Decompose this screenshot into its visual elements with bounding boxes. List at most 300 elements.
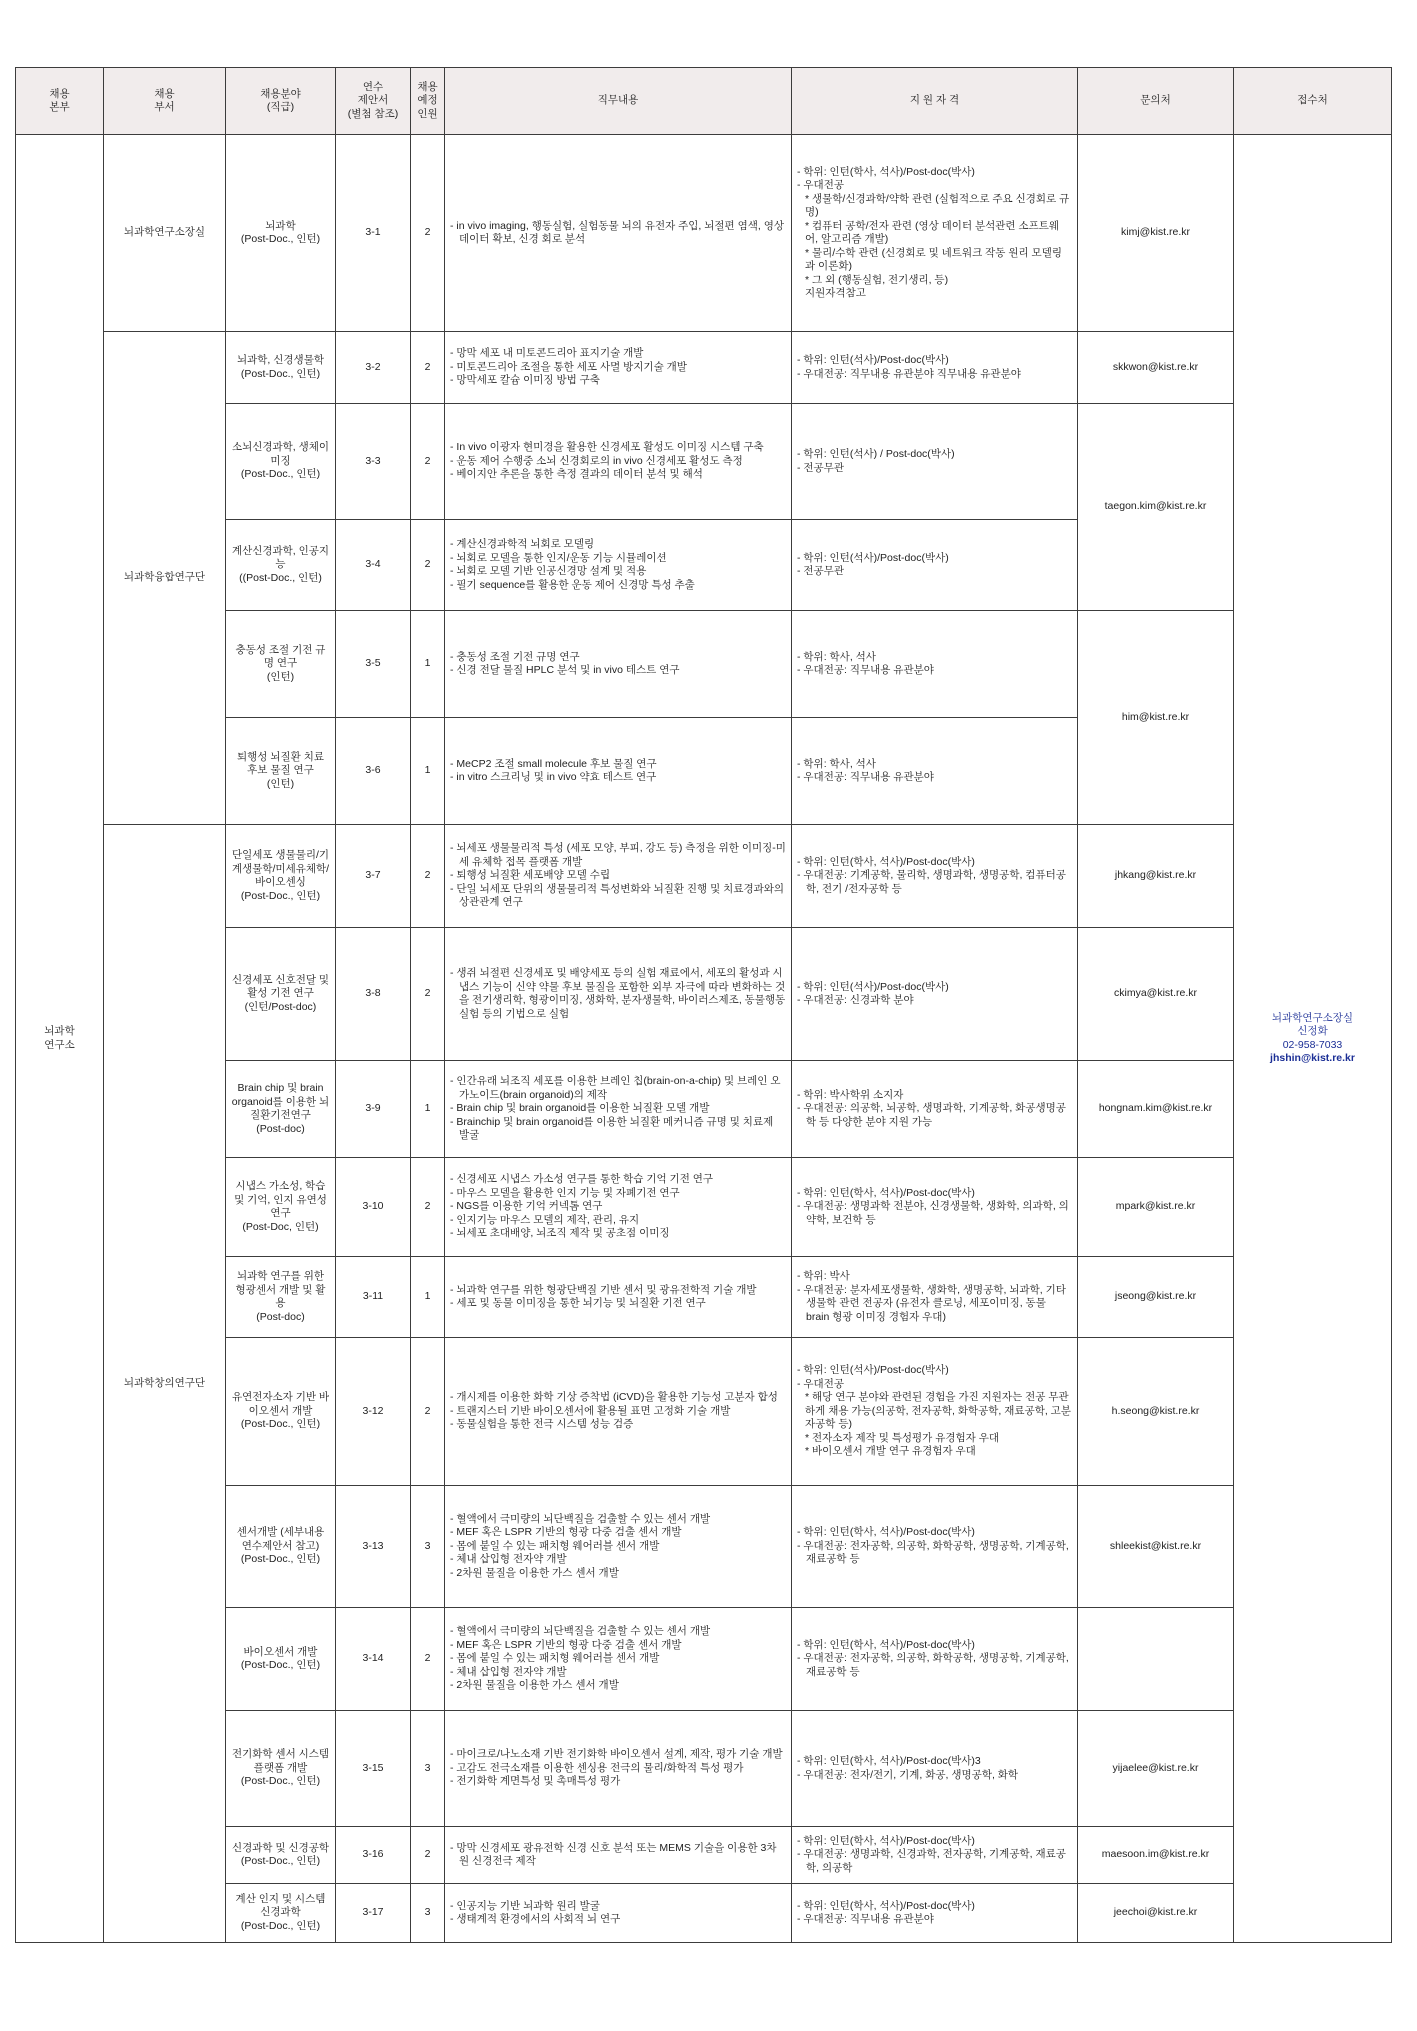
headcount-cell [411, 1884, 445, 1943]
headcount-cell [411, 718, 445, 825]
headcount-cell [411, 1486, 445, 1608]
headcount-cell [411, 1711, 445, 1827]
duty-item: - 체내 삽입형 전자약 개발 [450, 1553, 567, 1566]
qualification-item: - 우대전공 [797, 1377, 844, 1390]
qualifications-cell [792, 1711, 1078, 1827]
qualification-item: - 우대전공: 분자세포생물학, 생화학, 생명공학, 뇌과학, 기타 생물학 관련 전공자 (유전자 클로닝, 세포이미징, 동물 brain 형광 이미징 경험자 우대) [797, 1283, 1066, 1323]
duty-item: - 2차원 물질을 이용한 가스 센서 개발 [450, 1566, 619, 1579]
contact-cell [1078, 1158, 1234, 1257]
field-rank: (인턴) [266, 670, 295, 683]
duty-item: - 뇌세포 초대배양, 뇌조직 제작 및 공초점 이미징 [450, 1227, 670, 1240]
duty-item: - 계산신경과학적 뇌회로 모델링 [450, 538, 595, 550]
reception-name: 신정화 [1297, 1025, 1328, 1037]
contact-email: mpark@kist.re.kr [1115, 1200, 1196, 1213]
headcount-value: 2 [424, 454, 431, 467]
duty-item: - MEF 혹은 LSPR 기반의 형광 다중 검출 센서 개발 [450, 1526, 682, 1539]
duties-cell [445, 1338, 792, 1486]
duty-item: - 고감도 전극소재를 이용한 센싱용 전극의 물리/화학적 특성 평가 [450, 1761, 744, 1774]
field-name: 충동성 조절 기전 규명 연구 [235, 643, 326, 670]
qualifications-cell [792, 718, 1078, 825]
qualifications-cell [792, 1158, 1078, 1257]
headcount-value: 2 [424, 1848, 431, 1861]
proposal-code: 3-8 [365, 987, 381, 1000]
qualification-item: - 우대전공: 전자공학, 의공학, 화학공학, 생명공학, 기계공학, 재료공학 등 [797, 1652, 1069, 1678]
position-row [16, 332, 1392, 404]
contact-email: h.seong@kist.re.kr [1111, 1404, 1200, 1417]
headcount-value: 2 [424, 558, 431, 571]
qualification-item: 지원자격참고 [805, 287, 866, 299]
field-cell [226, 135, 336, 332]
qualification-item: - 학위: 인턴(학사, 석사)/Post-doc(박사) [797, 1638, 975, 1651]
proposal-cell [336, 404, 411, 520]
department-name: 뇌과학창의연구단 [123, 1376, 206, 1389]
duty-item: - 생태계적 환경에서의 사회적 뇌 연구 [450, 1913, 621, 1925]
duty-item: - 동물실험을 통한 전극 시스템 성능 검증 [450, 1418, 634, 1431]
duty-item: - 인간유래 뇌조직 세포를 이용한 브레인 칩(brain-on-a-chip) 및 브레인 오가노이드(brain organoid)의 제작 [450, 1075, 781, 1101]
duties-cell [445, 1827, 792, 1884]
duties-cell [445, 718, 792, 825]
department-cell [104, 135, 226, 332]
header-row [16, 68, 1392, 135]
headcount-cell [411, 1338, 445, 1486]
contact-email: shleekist@kist.re.kr [1109, 1539, 1202, 1552]
proposal-code: 3-7 [365, 869, 381, 882]
headcount-value: 1 [424, 764, 431, 777]
proposal-code: 3-3 [365, 454, 381, 467]
contact-email: jseong@kist.re.kr [1114, 1290, 1197, 1303]
duty-item: - 단일 뇌세포 단위의 생물물리적 특성변화와 뇌질환 진행 및 치료경과와의 상관관계 연구 [450, 882, 785, 909]
duty-item: - 베이지안 추론을 통한 측정 결과의 데이터 분석 및 해석 [450, 468, 703, 481]
header-division: 채용 본부 [16, 68, 104, 135]
contact-email: jhkang@kist.re.kr [1114, 869, 1197, 882]
headcount-cell [411, 520, 445, 611]
proposal-code: 3-11 [362, 1290, 384, 1303]
qualifications-cell [792, 1338, 1078, 1486]
qualification-item: - 학위: 인턴(석사)/Post-doc(박사) [797, 1364, 949, 1377]
field-name: 소뇌신경과학, 생체이미징 [231, 441, 330, 467]
field-rank: (Post-doc) [256, 1310, 305, 1323]
contact-cell [1078, 1827, 1234, 1884]
duty-item: - 망막 신경세포 광유전학 신경 신호 분석 또는 MEMS 기술을 이용한 3차원 신경전극 제작 [450, 1841, 777, 1867]
proposal-code: 3-16 [362, 1848, 384, 1861]
field-rank: (인턴/Post-doc) [244, 1000, 317, 1013]
duty-item: - 신경 전달 물질 HPLC 분석 및 in vivo 테스트 연구 [450, 664, 680, 676]
contact-cell [1078, 332, 1234, 404]
duty-item: - MEF 혹은 LSPR 기반의 형광 다중 검출 센서 개발 [450, 1638, 682, 1651]
duties-cell [445, 404, 792, 520]
contact-email: ckimya@kist.re.kr [1114, 987, 1197, 1000]
headcount-cell [411, 404, 445, 520]
headcount-value: 1 [424, 1290, 431, 1303]
qualification-item: - 전공무관 [797, 565, 844, 577]
field-rank: (Post-doc) [256, 1122, 305, 1135]
contact-cell [1078, 1486, 1234, 1608]
duty-item: - 필기 sequence를 활용한 운동 제어 신경망 특성 추출 [450, 578, 695, 591]
field-name: 바이오센서 개발 [243, 1645, 318, 1658]
proposal-cell [336, 1061, 411, 1158]
header-reception: 접수처 [1234, 68, 1392, 135]
headcount-cell [411, 825, 445, 928]
qualification-item: - 우대전공: 직무내용 유관분야 직무내용 유관분야 [797, 367, 1021, 380]
field-name: 전기화학 센서 시스템 플랫폼 개발 [231, 1748, 330, 1774]
qualification-item: * 해당 연구 분야와 관련된 경험을 가진 지원자는 전공 무관하게 채용 가능(의공학, 전자공학, 화학공학, 재료공학, 고분자공학 등) [805, 1391, 1071, 1431]
field-cell [226, 404, 336, 520]
qualification-item: * 바이오센서 개발 연구 유경험자 우대 [805, 1445, 976, 1458]
qualification-item: - 우대전공: 직무내용 유관분야 [797, 1913, 934, 1925]
contact-cell [1078, 1884, 1234, 1943]
field-cell [226, 718, 336, 825]
contact-cell [1078, 1061, 1234, 1158]
duty-item: - 마이크로/나노소재 기반 전기화학 바이오센서 설계, 제작, 평가 기술 개발 [450, 1748, 783, 1761]
headcount-value: 3 [424, 1761, 431, 1774]
qualifications-cell [792, 332, 1078, 404]
duties-cell [445, 520, 792, 611]
field-name: 신경세포 신호전달 및 활성 기전 연구 [231, 973, 330, 1000]
headcount-value: 2 [424, 987, 431, 1000]
field-rank: (Post-Doc., 인턴) [240, 1418, 321, 1431]
field-cell [226, 332, 336, 404]
contact-email: him@kist.re.kr [1121, 710, 1190, 723]
qualifications-cell [792, 825, 1078, 928]
qualification-item: - 학위: 인턴(석사)/Post-doc(박사) [797, 551, 949, 564]
qualification-item: - 학위: 인턴(석사)/Post-doc(박사) [797, 980, 949, 993]
header-field: 채용분야 (직급) [226, 68, 336, 135]
headcount-value: 3 [424, 1539, 431, 1552]
header-department: 채용 부서 [104, 68, 226, 135]
duty-item: - 혈액에서 극미량의 뇌단백질을 검출할 수 있는 센서 개발 [450, 1512, 711, 1525]
proposal-code: 3-12 [362, 1404, 384, 1417]
qualification-item: * 그 외 (행동실험, 전기생리, 등) [805, 273, 949, 286]
duties-cell [445, 1884, 792, 1943]
headcount-cell [411, 1158, 445, 1257]
duty-item: - Brain chip 및 brain organoid를 이용한 뇌질환 모델 개발 [450, 1102, 710, 1115]
field-rank: (인턴) [266, 777, 295, 790]
qualification-item: - 학위: 인턴(학사, 석사)/Post-doc(박사) [797, 1834, 975, 1847]
qualification-item: - 학위: 학사, 석사 [797, 757, 876, 770]
duty-item: - 퇴행성 뇌질환 세포배양 모델 수립 [450, 869, 611, 882]
duty-item: - 뇌과학 연구를 위한 형광단백질 기반 센서 및 광유전학적 기술 개발 [450, 1283, 757, 1296]
headcount-cell [411, 1827, 445, 1884]
department-name: 뇌과학융합연구단 [123, 571, 206, 584]
header-proposal: 연수 제안서 (별첨 참조) [336, 68, 411, 135]
proposal-cell [336, 332, 411, 404]
headcount-value: 2 [424, 1652, 431, 1665]
qualifications-cell [792, 1486, 1078, 1608]
duties-cell [445, 928, 792, 1061]
headcount-cell [411, 611, 445, 718]
field-rank: (Post-Doc, 인턴) [242, 1220, 319, 1233]
department-name: 뇌과학연구소장실 [123, 226, 206, 239]
qualifications-cell [792, 1884, 1078, 1943]
proposal-cell [336, 1338, 411, 1486]
headcount-cell [411, 332, 445, 404]
field-cell [226, 1158, 336, 1257]
proposal-cell [336, 611, 411, 718]
duty-item: - NGS를 이용한 기억 커넥톰 연구 [450, 1200, 603, 1213]
table-body [16, 135, 1392, 1943]
qualification-item: - 학위: 인턴(학사, 석사)/Post-doc(박사)3 [797, 1755, 981, 1767]
qualifications-cell [792, 1827, 1078, 1884]
qualification-item: - 학위: 박사 [797, 1270, 850, 1282]
duties-cell [445, 1257, 792, 1338]
duties-cell [445, 1608, 792, 1711]
duty-item: - 인공지능 기반 뇌과학 원리 발굴 [450, 1899, 600, 1912]
position-row [16, 135, 1392, 332]
division-cell [16, 135, 104, 1943]
duty-item: - 뇌세포 생물물리적 특성 (세포 모양, 부피, 강도 등) 측정을 위한 이미징-미세 유체학 접목 플랫폼 개발 [450, 842, 786, 868]
qualifications-cell [792, 1061, 1078, 1158]
proposal-code: 3-5 [365, 657, 381, 670]
duty-item: - 몸에 붙일 수 있는 패치형 웨어러블 센서 개발 [450, 1652, 660, 1665]
duty-item: - 신경세포 시냅스 가소성 연구를 통한 학습 기억 기전 연구 [450, 1173, 714, 1186]
field-cell [226, 1061, 336, 1158]
field-cell [226, 1257, 336, 1338]
duty-item: - 충동성 조절 기전 규명 연구 [450, 650, 580, 663]
qualification-item: - 학위: 인턴(학사, 석사)/Post-doc(박사) [797, 1526, 975, 1539]
proposal-cell [336, 135, 411, 332]
headcount-value: 1 [424, 1102, 431, 1115]
proposal-code: 3-10 [362, 1200, 384, 1213]
qualifications-cell [792, 1608, 1078, 1711]
field-cell [226, 1711, 336, 1827]
duties-cell [445, 825, 792, 928]
duty-item: - 망막세포 칼슘 이미징 방법 구축 [450, 374, 600, 387]
qualifications-cell [792, 520, 1078, 611]
reception-phone: 02-958-7033 [1282, 1038, 1343, 1051]
field-cell [226, 825, 336, 928]
qualification-item: - 우대전공: 의공학, 뇌공학, 생명과학, 기계공학, 화공생명공학 등 다양한 분야 지원 가능 [797, 1102, 1066, 1128]
qualification-item: * 전자소자 제작 및 특성평가 유경험자 우대 [805, 1431, 1000, 1444]
qualifications-cell [792, 611, 1078, 718]
qualifications-cell [792, 928, 1078, 1061]
headcount-value: 3 [424, 1906, 431, 1919]
duty-item: - 전기화학 계면특성 및 촉매특성 평가 [450, 1775, 621, 1788]
proposal-cell [336, 1158, 411, 1257]
qualification-item: - 우대전공: 전자/전기, 기계, 화공, 생명공학, 화학 [797, 1768, 1019, 1781]
duty-item: - 망막 세포 내 미토콘드리아 표지기술 개발 [450, 347, 644, 360]
field-cell [226, 611, 336, 718]
contact-cell [1078, 825, 1234, 928]
headcount-value: 2 [424, 360, 431, 373]
duty-item: - 2차원 물질을 이용한 가스 센서 개발 [450, 1679, 619, 1692]
duty-item: - 개시제를 이용한 화학 기상 증착법 (iCVD)을 활용한 기능성 고분자 합성 [450, 1391, 778, 1404]
proposal-cell [336, 1884, 411, 1943]
contact-email: yijaelee@kist.re.kr [1112, 1761, 1199, 1774]
proposal-code: 3-6 [365, 764, 381, 777]
division-label: 뇌과학 연구소 [44, 1025, 75, 1051]
duties-cell [445, 332, 792, 404]
header-headcount: 채용 예정 인원 [411, 68, 445, 135]
proposal-cell [336, 825, 411, 928]
qualification-item: - 우대전공: 신경과학 분야 [797, 994, 914, 1006]
qualification-item: - 학위: 인턴(학사, 석사)/Post-doc(박사) [797, 855, 975, 868]
qualification-item: - 전공무관 [797, 461, 844, 474]
duty-item: - in vivo imaging, 행동실험, 실험동물 뇌의 유전자 주입, 뇌절편 염색, 영상 데이터 확보, 신경 회로 분석 [450, 219, 785, 245]
duties-cell [445, 135, 792, 332]
headcount-cell [411, 135, 445, 332]
headcount-value: 1 [424, 657, 431, 670]
headcount-cell [411, 928, 445, 1061]
contact-cell [1078, 135, 1234, 332]
headcount-cell [411, 1257, 445, 1338]
headcount-value: 2 [424, 1404, 431, 1417]
contact-cell [1078, 404, 1234, 611]
position-row [16, 825, 1392, 928]
contact-cell [1078, 928, 1234, 1061]
duty-item: - MeCP2 조절 small molecule 후보 물질 연구 [450, 757, 657, 770]
field-cell [226, 1608, 336, 1711]
qualification-item: * 생물학/신경과학/약학 관련 (실험적으로 주요 신경회로 규명) [805, 192, 1070, 218]
field-rank: (Post-Doc., 인턴) [240, 1919, 321, 1932]
duty-item: - 체내 삽입형 전자약 개발 [450, 1665, 567, 1678]
proposal-cell [336, 1257, 411, 1338]
field-rank: (Post-Doc., 인턴) [240, 889, 321, 902]
proposal-cell [336, 718, 411, 825]
recruitment-table [15, 67, 1392, 1943]
contact-cell [1078, 1338, 1234, 1486]
field-name: 시냅스 가소성, 학습 및 기억, 인지 유연성연구 [234, 1180, 327, 1219]
proposal-cell [336, 520, 411, 611]
field-name: 뇌과학, 신경생물학 [237, 354, 324, 366]
reception-email: jhshin@kist.re.kr [1270, 1052, 1355, 1064]
proposal-code: 3-2 [365, 360, 381, 373]
duty-item: - 뇌회로 모델 기반 인공신경망 설계 및 적용 [450, 565, 647, 577]
field-name: 센서개발 (세부내용 연수제안서 참고) [236, 1526, 325, 1552]
header-contact: 문의처 [1078, 68, 1234, 135]
table-header [16, 68, 1392, 135]
field-rank: (Post-Doc., 인턴) [240, 1659, 321, 1671]
qualification-item: - 학위: 박사학위 소지자 [797, 1088, 904, 1101]
duty-item: - 뇌회로 모델을 통한 인지/운동 기능 시뮬레이션 [450, 551, 667, 564]
duty-item: - Brainchip 및 brain organoid를 이용한 뇌질환 메커니즘 규명 및 치료제 발굴 [450, 1115, 774, 1142]
contact-email: maesoon.im@kist.re.kr [1101, 1848, 1210, 1861]
qualification-item: - 우대전공: 생명과학 전분야, 신경생물학, 생화학, 의과학, 의약학, 보건학 등 [797, 1200, 1069, 1226]
field-cell [226, 1338, 336, 1486]
field-rank: ((Post-Doc., 인턴) [239, 571, 322, 584]
qualification-item: - 학위: 학사, 석사 [797, 650, 876, 663]
proposal-cell [336, 1486, 411, 1608]
department-cell [104, 825, 226, 1943]
headcount-cell [411, 1061, 445, 1158]
field-cell [226, 1884, 336, 1943]
department-cell [104, 332, 226, 825]
proposal-cell [336, 1711, 411, 1827]
duty-item: - 운동 제어 수행중 소뇌 신경회로의 in vivo 신경세포 활성도 측정 [450, 454, 743, 467]
reception-cell [1234, 135, 1392, 1943]
field-name: 계산신경과학, 인공지능 [231, 544, 330, 571]
headcount-value: 2 [424, 226, 431, 239]
duty-item: - 생쥐 뇌절편 신경세포 및 배양세포 등의 실험 재료에서, 세포의 활성과 시냅스 기능이 신약 약물 후보 물질을 포함한 외부 자극에 따라 변화하는 것을 전기생리학, 형광이미징, 생화학, 분자생물학, 바이러스제조, 동물행동실험 등의 기법으로 실험 [450, 967, 786, 1020]
header-duties: 직무내용 [445, 68, 792, 135]
duties-cell [445, 611, 792, 718]
proposal-code: 3-14 [362, 1652, 384, 1665]
proposal-code: 3-17 [362, 1906, 384, 1919]
duty-item: - In vivo 이광자 현미경을 활용한 신경세포 활성도 이미징 시스템 구축 [450, 441, 764, 454]
contact-email: hongnam.kim@kist.re.kr [1098, 1102, 1213, 1115]
qualification-item: - 학위: 인턴(석사)/Post-doc(박사) [797, 354, 949, 366]
contact-email: skkwon@kist.re.kr [1112, 360, 1199, 373]
duty-item: - 몸에 붙일 수 있는 패치형 웨어러블 센서 개발 [450, 1539, 660, 1552]
field-name: 단일세포 생물물리/기계생물학/미세유체학/바이오센싱 [231, 849, 330, 888]
qualification-item: - 학위: 인턴(학사, 석사)/Post-doc(박사) [797, 1899, 975, 1912]
proposal-cell [336, 1827, 411, 1884]
qualification-item: - 우대전공: 전자공학, 의공학, 화학공학, 생명공학, 기계공학, 재료공학 등 [797, 1539, 1069, 1566]
duty-item: - in vitro 스크리닝 및 in vivo 약효 테스트 연구 [450, 771, 657, 783]
contact-cell [1078, 611, 1234, 825]
qualification-item: - 우대전공: 직무내용 유관분야 [797, 771, 934, 783]
header-qualifications: 지 원 자 격 [792, 68, 1078, 135]
field-name: 퇴행성 뇌질환 치료 후보 물질 연구 [237, 750, 324, 777]
duties-cell [445, 1158, 792, 1257]
field-cell [226, 520, 336, 611]
qualification-item: * 컴퓨터 공학/전자 관련 (영상 데이터 분석관련 소프트웨어, 알고리즘 개발) [805, 219, 1060, 245]
contact-cell [1078, 1257, 1234, 1338]
contact-email: taegon.kim@kist.re.kr [1104, 500, 1207, 513]
qualification-item: - 우대전공: 직무내용 유관분야 [797, 664, 934, 676]
proposal-code: 3-13 [362, 1539, 384, 1552]
proposal-cell [336, 1608, 411, 1711]
field-name: 유연전자소자 기반 바이오센서 개발 [231, 1391, 330, 1417]
field-rank: (Post-Doc., 인턴) [240, 233, 321, 245]
qualifications-cell [792, 1257, 1078, 1338]
headcount-cell [411, 1608, 445, 1711]
field-name: 계산 인지 및 시스템 신경과학 [235, 1892, 326, 1919]
qualifications-cell [792, 135, 1078, 332]
field-rank: (Post-Doc., 인턴) [240, 1775, 321, 1788]
contact-cell [1078, 1608, 1234, 1711]
headcount-value: 2 [424, 869, 431, 882]
duty-item: - 세포 및 동물 이미징을 통한 뇌기능 및 뇌질환 기전 연구 [450, 1297, 706, 1309]
qualification-item: - 학위: 인턴(학사, 석사)/Post-doc(박사) [797, 165, 975, 178]
duties-cell [445, 1061, 792, 1158]
field-rank: (Post-Doc., 인턴) [240, 468, 321, 481]
contact-email: jeechoi@kist.re.kr [1113, 1906, 1198, 1919]
qualification-item: * 물리/수학 관련 (신경회로 및 네트워크 작동 원리 모델링과 이론화) [805, 246, 1062, 272]
field-cell [226, 1827, 336, 1884]
field-rank: (Post-Doc., 인턴) [240, 1855, 321, 1867]
qualification-item: - 학위: 인턴(석사) / Post-doc(박사) [797, 448, 955, 460]
reception-office: 뇌과학연구소장실 [1271, 1011, 1354, 1024]
qualifications-cell [792, 404, 1078, 520]
field-name: 뇌과학 연구를 위한 형광센서 개발 및 활용 [235, 1270, 326, 1309]
headcount-value: 2 [424, 1200, 431, 1213]
duty-item: - 혈액에서 극미량의 뇌단백질을 검출할 수 있는 센서 개발 [450, 1625, 711, 1638]
field-name: Brain chip 및 brain organoid를 이용한 뇌질환기전연구 [231, 1082, 330, 1121]
qualification-item: - 학위: 인턴(학사, 석사)/Post-doc(박사) [797, 1186, 975, 1199]
duty-item: - 마우스 모델을 활용한 인지 기능 및 자폐기전 연구 [450, 1186, 680, 1199]
field-cell [226, 928, 336, 1061]
qualification-item: - 우대전공 [797, 179, 844, 191]
qualification-item: - 우대전공: 기계공학, 물리학, 생명과학, 생명공학, 컴퓨터공학, 전기 /전자공학 등 [797, 869, 1066, 895]
qualification-item: - 우대전공: 생명과학, 신경과학, 전자공학, 기계공학, 재료공학, 의공학 [797, 1848, 1066, 1874]
contact-email: kimj@kist.re.kr [1121, 226, 1190, 239]
proposal-cell [336, 928, 411, 1061]
contact-cell [1078, 1711, 1234, 1827]
field-rank: (Post-Doc., 인턴) [240, 367, 321, 380]
duty-item: - 미토콘드리아 조절을 통한 세포 사멸 방지기술 개발 [450, 360, 687, 373]
proposal-code: 3-1 [365, 226, 381, 239]
proposal-code: 3-4 [365, 558, 381, 571]
proposal-code: 3-15 [362, 1761, 384, 1774]
proposal-code: 3-9 [365, 1102, 381, 1115]
field-rank: (Post-Doc., 인턴) [240, 1553, 321, 1566]
duties-cell [445, 1711, 792, 1827]
duties-cell [445, 1486, 792, 1608]
duty-item: - 트랜지스터 기반 바이오센서에 활용될 표면 고정화 기술 개발 [450, 1404, 731, 1417]
field-cell [226, 1486, 336, 1608]
field-name: 뇌과학 [265, 219, 296, 232]
duty-item: - 인지기능 마우스 모델의 제작, 관리, 유지 [450, 1213, 640, 1226]
